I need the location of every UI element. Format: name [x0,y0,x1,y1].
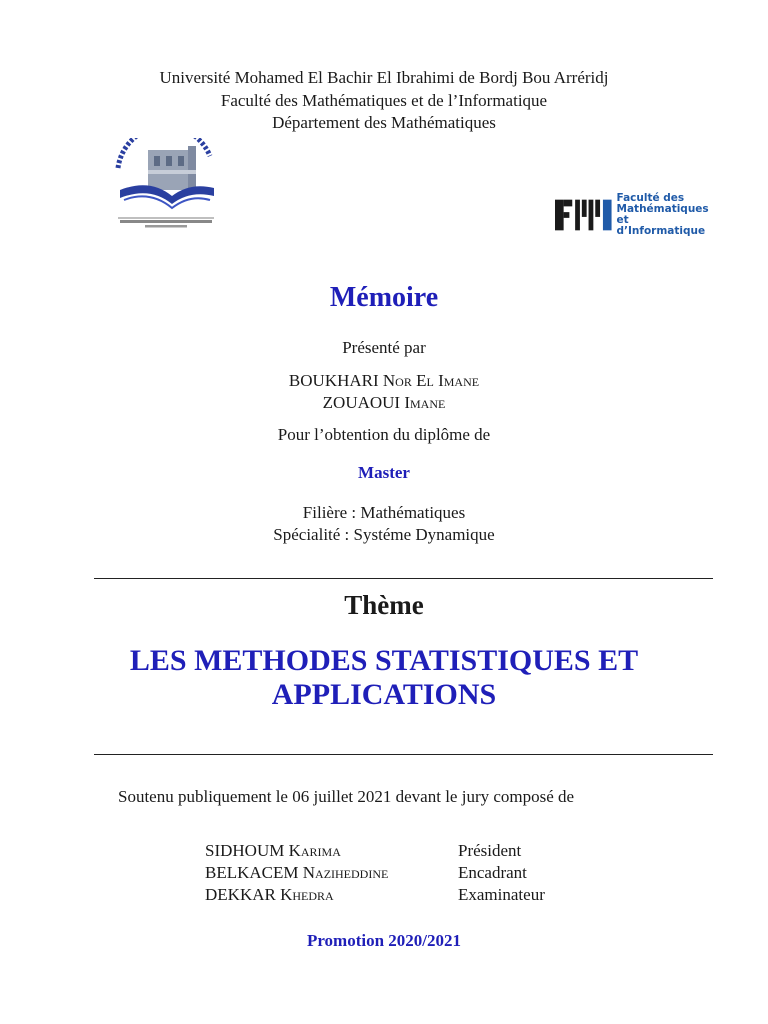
theme-label: Thème [344,590,424,620]
jury-row [205,863,625,885]
jury-1-first: Karima [288,841,341,860]
fmi-text-line-3: d’Informatique [616,225,706,237]
author-2-last: ZOUAOUI [322,393,401,412]
promotion: Promotion 2020/2021 [306,931,462,950]
jury-row [205,885,625,907]
defense-statement: Soutenu publiquement le 06 juillet 2021 devant le jury composé de [118,787,575,806]
author-1 [0,371,768,391]
diploma-name: Master [358,463,410,482]
jury-3-first: Khedra [280,885,334,904]
presented-by-label: Présenté par [342,338,426,357]
divider-bottom [94,754,713,755]
diploma-intro: Pour l’obtention du diplôme de [277,425,491,444]
author-1-last: BOUKHARI [288,371,379,390]
fmi-logo-icon [555,197,613,233]
divider-top [94,578,713,579]
theme-title-line-2: APPLICATIONS [271,678,497,711]
university-crest-icon [110,138,220,230]
jury-3-role: Examinateur [458,885,545,904]
university-name: Université Mohamed El Bachir El Ibrahimi de Bordj Bou Arréridj [159,68,609,87]
theme-title [0,644,768,712]
author-1-first: Nor El Imane [382,371,480,390]
jury-2-role: Encadrant [458,863,527,882]
author-2 [0,393,768,413]
jury-2-first: Naziheddine [302,863,389,882]
jury-2-last: BELKACEM [205,863,299,882]
jury-1-last: SIDHOUM [205,841,285,860]
fmi-text-line-2: Mathématiques et [616,203,709,226]
filiere: Filière : Mathématiques [302,503,466,522]
jury-3-last: DEKKAR [205,885,276,904]
jury-row [205,841,625,863]
theme-title-line-1: LES METHODES STATISTIQUES ET [129,644,639,677]
faculty-logo [555,192,720,237]
fmi-text-line-1: Faculté des [616,192,685,204]
author-2-first: Imane [404,393,446,412]
faculty-name: Faculté des Mathématiques et de l’Informatique [220,91,548,110]
document-type-title: Mémoire [329,282,439,313]
specialite: Spécialité : Systéme Dynamique [273,525,495,544]
jury-1-role: Président [458,841,522,860]
department-name: Département des Mathématiques [272,113,496,132]
